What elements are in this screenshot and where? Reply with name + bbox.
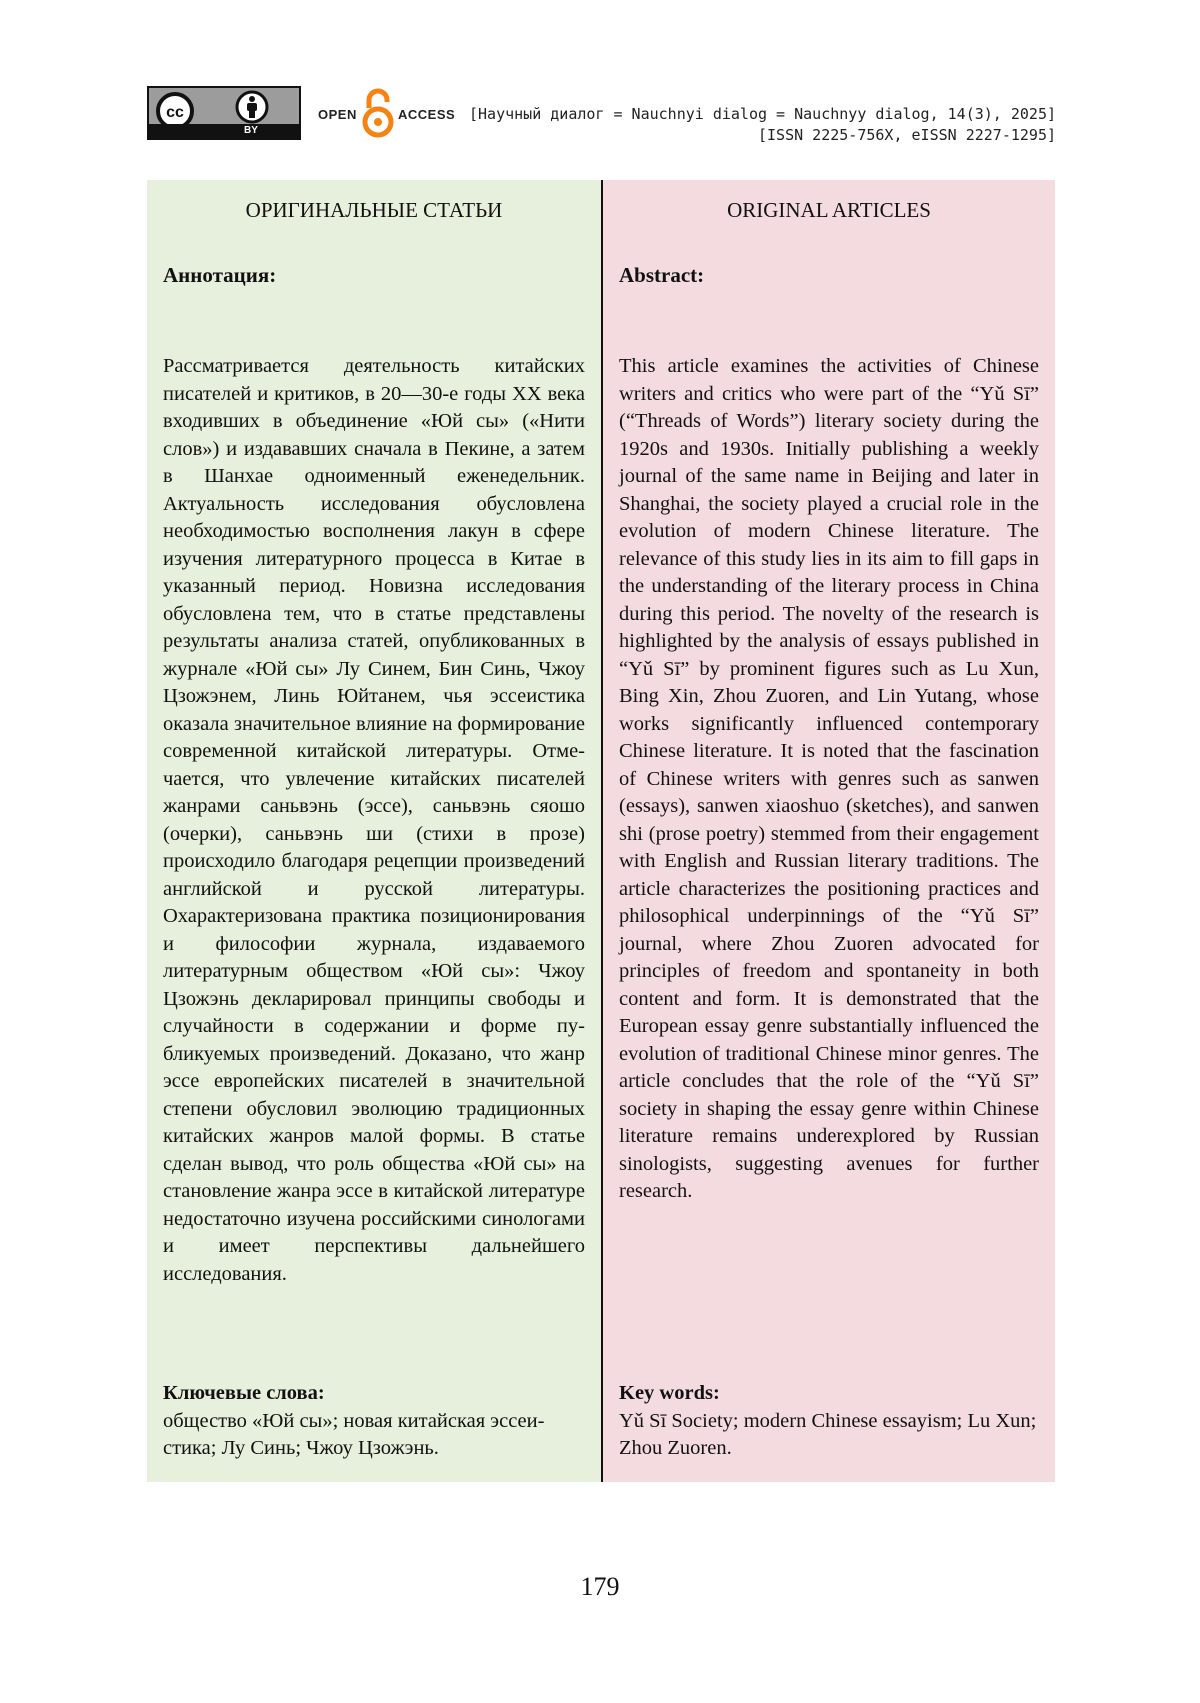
abstract-text-en: This article examines the activities of Chinese writers and critics who were part of the “Yǔ Sī” (“Threads of Words”) literary society during the 1920s and 1930s. Initially publishing a weekly journal of the same name in Beijing and later in Shanghai, the society played a crucial role in the evolution of modern Chinese literature. The relevance of this study lies in its aim to fill gaps in the understanding of the literary process in China during this period. The novelty of the research is highlighted by the analysis of essays published in “Yǔ Sī” by prominent figures such as Lu Xun, Bing Xin, Zhou Zuoren, and Lin Yutang, whose works significantly influenced contemporary Chinese literature. It is noted that the fascination of Chinese writers with genres such as sanwen (essays), sanwen xiaoshuo (sketches), and sanwen shi (prose poetry) stemmed from their engagement with English and Russian literary traditions. The article characterizes the positioning practices and philosophical underpinnings of the “Yǔ Sī” journal, where Zhou Zuoren advocated for principles of freedom and spontaneity in both content and form. It is demonstrated that the European essay genre substantially influenced the evolution of traditional Chinese minor genres. The article concludes that the role of the “Yǔ Sī” society in shaping the essay genre within Chinese literature remains underexplored by Russian sinologists, suggesting avenues for further research.: [619, 355, 1039, 1202]
svg-text:cc: cc: [166, 104, 184, 121]
license-strip: [149, 124, 299, 138]
open-access-lock-icon[interactable]: [361, 86, 395, 140]
keywords-label-ru: Ключевые слова:: [163, 1382, 325, 1404]
abstract-text-ru: Рассматривается деятельность китайских писателей и критиков, в 20—30-е годы XX века входивших в объединение «Юй сы» («Нити слов») и издававших сначала в Пекине, а затем в Шанхае одноименный еженедельник. Актуальность исследования обусловлена необходимостью восполнения лакун в сфере изучения литературного процесса в Китае в указанный период. Новизна исследования обусловлена тем, что в статье представлены результаты анализа статей, опубликованных в журнале «Юй сы» Лу Синем, Бин Синь, Чжоу Цзожэнем, Линь Юйтанем, чья эссеистика оказала значительное влияние на формирование современной китайской литературы. Отмечается, что увлечение китайских писателей жанрами саньвэнь (эссе), саньвэнь сяошо (очерки), саньвэнь ши (стихи в прозе) происходило благодаря рецепции произведений английской и русской литературы. Охарактеризована практика позиционирования и философии журнала, издаваемого литературным обществом «Юй сы»: Чжоу Цзожэнь декларировал принципы свободы и случайности в содержании и форме публикуемых произведений. Доказано, что жанр эссе европейских писателей в значительной степени обусловил эволюцию традиционных китайских жанров малой формы. В статье сделан вывод, что роль общества «Юй сы» на становление жанра эссе в китайской литературе недостаточно изучена российскими синологами и имеет перспективы дальнейшего исследования.: [163, 355, 585, 1285]
abstract-label-ru: Аннотация:: [163, 263, 277, 287]
keywords-label-en: Key words:: [619, 1382, 720, 1404]
russian-column: [147, 180, 601, 1482]
section-heading-en: ORIGINAL ARTICLES: [727, 198, 931, 222]
keywords-block-ru: [163, 1380, 585, 1463]
journal-reference: [469, 104, 1056, 146]
open-access-word-open: OPEN: [318, 107, 357, 122]
attribution-person-icon: [235, 90, 269, 124]
keywords-block-en: [619, 1380, 1039, 1463]
keywords-text-en: Yǔ Sī Society; modern Chinese essayism; Lu Xun; Zhou Zuoren.: [619, 1409, 1037, 1459]
cc-by-license-badge[interactable]: [147, 86, 301, 140]
section-heading-ru: ОРИГИНАЛЬНЫЕ СТАТЬИ: [245, 198, 503, 222]
license-label: BY: [244, 125, 258, 136]
english-column: [601, 180, 1055, 1482]
page-number: 179: [580, 1572, 620, 1601]
abstract-label-en: Abstract:: [619, 263, 705, 287]
journal-issn: [ISSN 2225-756X, eISSN 2227-1295]: [757, 126, 1056, 144]
journal-citation: [Научный диалог = Nauchnyi dialog = Nauchnyy dialog, 14(3), 2025]: [469, 105, 1056, 123]
open-access-word-access: ACCESS: [398, 107, 456, 122]
keywords-text-ru: общество «Юй сы»; новая китайская эссеистика; Лу Синь; Чжоу Цзожэнь.: [163, 1409, 545, 1459]
